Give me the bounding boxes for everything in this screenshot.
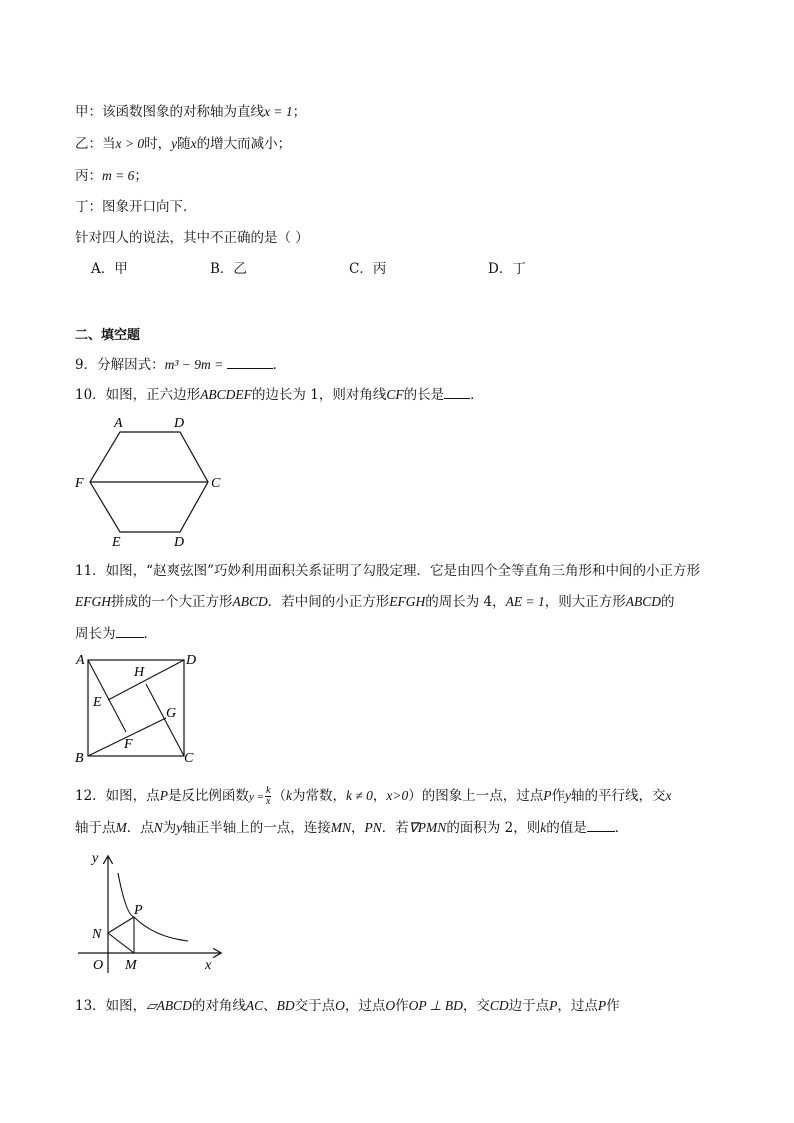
label-d: D xyxy=(186,653,197,668)
label-e: E xyxy=(93,695,102,710)
option-d[interactable]: D．丁 xyxy=(488,261,526,277)
q12-line2: 轴于点M．点N为y轴正半轴上的一点，连接MN，PN．若∇PMN的面积为 2，则k的值是 ． xyxy=(75,820,629,836)
label-c: C xyxy=(184,751,194,766)
label-d-bottom: D xyxy=(174,535,185,550)
label-m: M xyxy=(125,958,137,973)
label-y: y xyxy=(92,851,99,866)
q10-text: 10．如图，正六边形ABCDEF的边长为 1，则对角线CF的长是 ． xyxy=(75,387,484,403)
statement-yi: 乙：当x > 0时，y随x的增大而减小； xyxy=(75,136,292,152)
q13-text: 13．如图，▱ABCD的对角线AC、BD交于点O，过点O作OP ⊥ BD，交CD边于点P，过点P作 xyxy=(75,998,620,1014)
q10-blank[interactable] xyxy=(444,385,470,399)
label-g: G xyxy=(166,706,177,721)
zhao-shuang-figure xyxy=(70,650,210,770)
fraction-k-over-x: $\frac{k}{x}$ xyxy=(266,785,271,807)
statement-jia: 甲：该函数图象的对称轴为直线x = 1； xyxy=(75,104,307,120)
statement-ding: 丁：图象开口向下． xyxy=(75,199,197,215)
q12-line1: 12．如图，点P是反比例函数y = $\frac{k}{x}$ （k为常数，k ≠ 0，x>0）的图象上一点，过点P作y轴的平行线，交x xyxy=(75,785,672,807)
label-h: H xyxy=(134,665,145,680)
statement-bing: 丙：m = 6； xyxy=(75,168,148,184)
q11-line1: 11．如图，“赵爽弦图”巧妙利用面积关系证明了勾股定理．它是由四个全等直角三角形和中间的小正方形 xyxy=(75,563,700,579)
label-a: A xyxy=(114,416,123,431)
label-a: A xyxy=(76,653,85,668)
label-e: E xyxy=(112,535,121,550)
label-d-top: D xyxy=(174,416,185,431)
segment-nm xyxy=(108,933,134,953)
hyperbola-curve xyxy=(118,873,188,941)
label-f: F xyxy=(75,476,84,491)
hexagon-figure xyxy=(70,410,230,550)
q11-blank[interactable] xyxy=(116,624,144,638)
option-c[interactable]: C．丙 xyxy=(349,261,387,277)
question-text: 针对四人的说法，其中不正确的是（ ） xyxy=(75,230,309,246)
option-a[interactable]: A．甲 xyxy=(91,261,128,277)
q12-blank[interactable] xyxy=(587,818,615,832)
label-f: F xyxy=(124,737,133,752)
label-p: P xyxy=(134,903,143,918)
segment-np xyxy=(108,917,134,933)
label-n: N xyxy=(92,927,102,942)
q9-blank[interactable] xyxy=(227,355,273,369)
q11-line3: 周长为 ． xyxy=(75,626,157,642)
inverse-function-figure xyxy=(70,845,240,980)
label-x: x xyxy=(205,958,212,973)
label-o: O xyxy=(93,958,104,973)
option-b[interactable]: B．乙 xyxy=(210,261,247,277)
label-c: C xyxy=(211,476,221,491)
label-b: B xyxy=(75,751,84,766)
q9-text: 9．分解因式：m³ − 9m = ． xyxy=(75,357,287,373)
section-title: 二、填空题 xyxy=(75,328,141,343)
q11-line2: EFGH拼成的一个大正方形ABCD．若中间的小正方形EFGH的周长为 4，AE = 1，则大正方形ABCD的 xyxy=(75,594,675,610)
